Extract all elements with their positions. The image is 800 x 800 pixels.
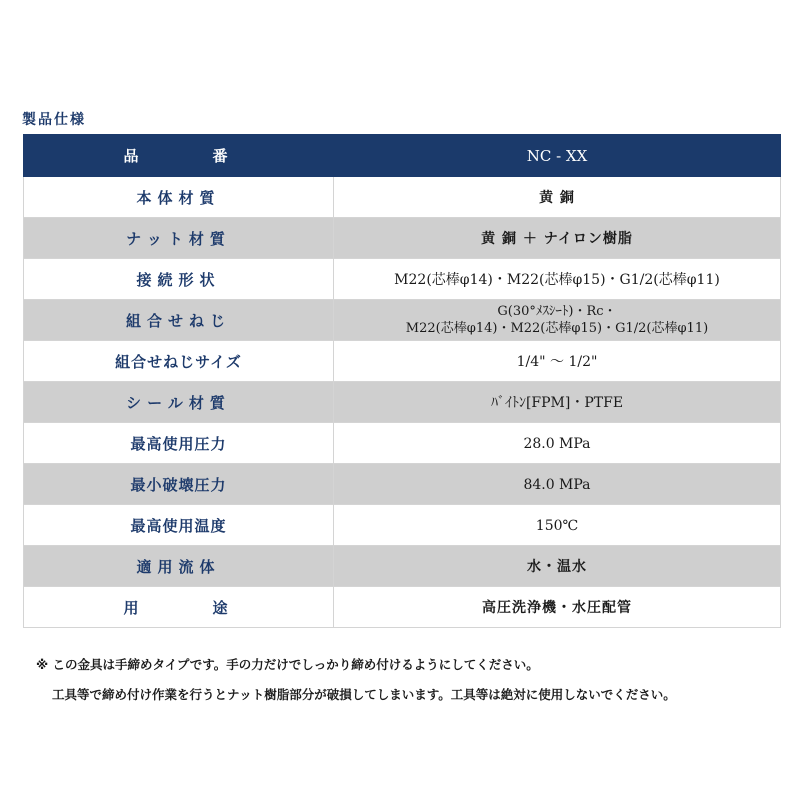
row-value-connection-shape: M22(芯棒φ14)・M22(芯棒φ15)・G1/2(芯棒φ11) [394, 271, 720, 288]
row-label-connection-shape: 接続形状 [136, 270, 221, 289]
header-label-left: 品 [123, 147, 145, 165]
header-value-cell [334, 135, 781, 177]
spec-table [23, 134, 781, 628]
header-label [124, 145, 234, 166]
table-header-row [24, 135, 781, 177]
table-row [24, 464, 781, 505]
row-label-body-material: 本体材質 [136, 188, 221, 207]
row-value-mating-thread [340, 303, 774, 337]
row-label-min-burst-pressure: 最小破壊圧力 [130, 475, 227, 494]
row-label-max-temperature: 最高使用温度 [130, 516, 227, 535]
row-value-body-material: 黄 銅 [539, 189, 575, 206]
row-value-min-burst-pressure: 84.0 MPa [523, 476, 591, 493]
table-row [24, 341, 781, 382]
table-row [24, 505, 781, 546]
table-row [24, 382, 781, 423]
header-label-right: 番 [212, 147, 234, 165]
header-value: NC - XX [526, 146, 588, 165]
table-row [24, 177, 781, 218]
table-row [24, 259, 781, 300]
row-value-mating-thread-line2: M22(芯棒φ14)・M22(芯棒φ15)・G1/2(芯棒φ11) [405, 321, 709, 336]
row-value-mating-thread-line1: G(30°ﾒｽｼｰﾄ)・Rc・ [497, 304, 617, 319]
section-title: 製品仕様 [22, 112, 86, 128]
row-label-mating-thread: 組合せねじ [125, 311, 231, 330]
row-label-application [124, 597, 234, 618]
notes [36, 650, 676, 710]
row-value-application: 高圧洗浄機・水圧配管 [482, 599, 632, 616]
table-row [24, 218, 781, 259]
row-label-mating-thread-size: 組合せねじサイズ [115, 352, 242, 371]
row-label-application-right: 途 [212, 598, 234, 617]
row-label-max-pressure: 最高使用圧力 [130, 434, 227, 453]
table-row [24, 587, 781, 628]
row-label-seal-material: シール材質 [126, 393, 231, 412]
row-value-mating-thread-size: 1/4" 〜 1/2" [516, 353, 598, 370]
row-value-nut-material: 黄 銅 ＋ ナイロン樹脂 [481, 230, 633, 247]
row-label-nut-material: ナット材質 [126, 229, 231, 248]
table-row [24, 546, 781, 587]
note-line-1: ※ この金具は手締めタイプです。手の力だけでしっかり締め付けるようにしてください。 [36, 657, 539, 672]
table-row [24, 423, 781, 464]
row-value-applicable-fluid: 水・温水 [527, 558, 587, 575]
header-label-cell [24, 135, 334, 177]
row-value-max-pressure: 28.0 MPa [523, 435, 591, 452]
row-label-applicable-fluid: 適用流体 [136, 557, 221, 576]
row-label-application-left: 用 [123, 598, 145, 617]
note-line-2: 工具等で締め付け作業を行うとナット樹脂部分が破損してしまいます。工具等は絶対に使用しないでください。 [52, 687, 676, 702]
table-row [24, 300, 781, 341]
row-value-max-temperature: 150℃ [535, 517, 579, 534]
row-value-seal-material: ﾊﾞｲﾄﾝ[FPM]・PTFE [490, 394, 624, 411]
